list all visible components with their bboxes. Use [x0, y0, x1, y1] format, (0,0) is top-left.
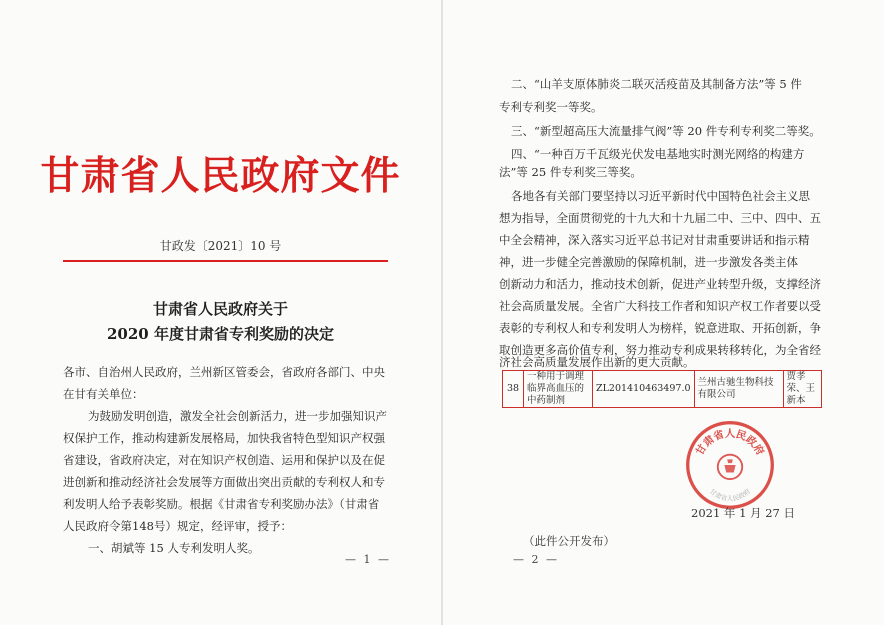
decision-title-line1: 甘肃省人民政府关于	[152, 300, 288, 318]
patent-name-line1: 一种用于调理	[527, 371, 585, 382]
header-red-divider	[63, 260, 388, 262]
document-number: 甘政发〔2021〕10 号	[159, 239, 282, 253]
patent-holder-cell	[694, 371, 783, 408]
closing-line-4: 神，进一步健全完善激励的保障机制，进一步激发各类主体	[499, 255, 798, 269]
closing-line-6: 社会高质量发展。全省广大科技工作者和知识产权工作者要以受	[499, 299, 821, 313]
official-seal-stamp	[683, 418, 777, 512]
body-line-1: 为鼓励发明创造，激发全社会创新活力，进一步加强知识产	[88, 409, 387, 423]
patent-holder-line1: 兰州古驰生物科技	[697, 377, 774, 388]
seal-text-top: 甘肃省人民政府	[693, 427, 767, 458]
patent-name-cell	[524, 371, 593, 408]
body-line-6: 人民政府令第148号）规定，经评审，授予：	[63, 519, 292, 533]
closing-line-1: 各地各有关部门要坚持以习近平新时代中国特色社会主义思	[511, 189, 810, 203]
award-item-four-line2: 法”等 25 件专利奖三等奖。	[499, 165, 642, 179]
patent-number-cell: ZL201410463497.0	[593, 371, 695, 408]
award-item-one: 一、胡斌等 15 人专利发明人奖。	[88, 541, 260, 555]
patent-holder-line2: 有限公司	[697, 389, 736, 400]
recipients-line1: 各市、自治州人民政府，兰州新区管委会，省政府各部门、中央	[63, 365, 385, 379]
decision-title-line2: 2020 年度甘肃省专利奖励的决定	[107, 325, 334, 343]
page-number-1: — 1 —	[345, 553, 391, 566]
body-line-2: 权保护工作，推动构建新发展格局，加快我省特色型知识产权强	[63, 431, 385, 445]
award-item-two-line1: 二、“山羊支原体肺炎二联灭活疫苗及其制备方法”等 5 件	[511, 77, 802, 91]
seal-text-bottom: 甘肃省人民政府	[707, 487, 753, 503]
award-item-four-line1: 四、“一种百万千瓦级光伏发电基地实时测光网络的构建方	[511, 147, 805, 161]
issue-date: 2021 年 1 月 27 日	[691, 506, 795, 520]
document-page-1	[0, 0, 441, 625]
award-table-excerpt	[502, 370, 822, 408]
award-item-two-line2: 专利专利奖一等奖。	[499, 100, 603, 114]
closing-line-3: 中全会精神，深入落实习近平总书记对甘肃重要讲话和指示精	[499, 233, 810, 247]
closing-line-7: 表彰的专利权人和专利发明人为榜样，锐意进取、开拓创新，争	[499, 321, 821, 335]
closing-line-2: 想为指导，全面贯彻党的十九大和十九届二中、三中、四中、五	[499, 211, 821, 225]
body-line-4: 进创新和推动经济社会发展等方面做出突出贡献的专利权人和专	[63, 475, 385, 489]
table-row	[503, 371, 822, 408]
closing-line-5: 创新动力和活力，推动技术创新，促进产业转型升级，支撑经济	[499, 277, 821, 291]
patent-name-line3: 中药制剂	[527, 395, 566, 406]
body-line-5: 利发明人给予表彰奖励。根据《甘肃省专利奖励办法》（甘肃省	[63, 497, 380, 511]
patent-name-line2: 临界高血压的	[527, 383, 585, 394]
award-item-three: 三、“新型超高压大流量排气阀”等 20 件专利专利奖二等奖。	[511, 124, 821, 138]
svg-text:甘肃省人民政府	[708, 486, 752, 502]
publish-note: （此件公开发布）	[523, 534, 615, 548]
closing-line-8: 取创造更多高价值专利，努力推动专利成果转移转化，为全省经	[499, 343, 821, 357]
recipients-line2: 在甘有关单位：	[63, 387, 144, 401]
page-number-2: — 2 —	[513, 553, 559, 566]
document-header-title: 甘肃省人民政府文件	[40, 153, 401, 199]
row-number-cell: 38	[503, 371, 524, 408]
inventors-cell: 贾孝荣、王新本	[783, 371, 821, 408]
closing-line-9: 济社会高质量发展作出新的更大贡献。	[499, 355, 695, 369]
document-page-2	[443, 0, 884, 625]
body-line-3: 省建设，省政府决定，对在知识产权创造、运用和保护以及在促	[63, 453, 385, 467]
